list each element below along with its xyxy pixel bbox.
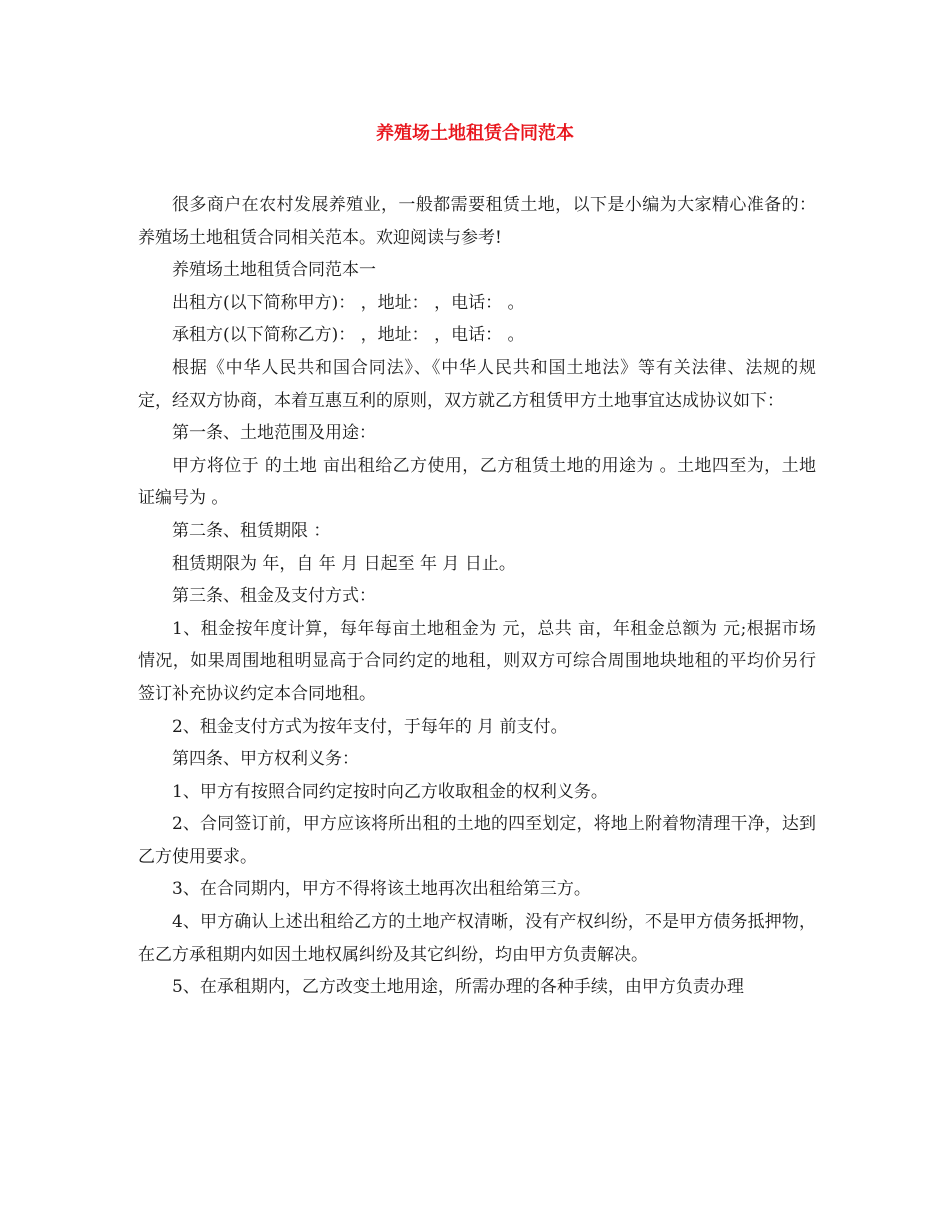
article-4-item-1: 1、甲方有按照合同约定按时向乙方收取租金的权利义务。 xyxy=(172,781,608,802)
lessee-line: 承租方(以下简称乙方)： ，地址： ，电话： 。 xyxy=(172,325,525,346)
article-2-text: 租赁期限为 年，自 年 月 日起至 年 月 日止。 xyxy=(172,553,516,574)
article-4-item-3: 3、在合同期内，甲方不得将该土地再次出租给第三方。 xyxy=(172,879,591,900)
article-3-heading: 第三条、租金及支付方式： xyxy=(172,586,376,607)
article-4-item-5: 5、在承租期内，乙方改变土地用途，所需办理的各种手续，由甲方负责办理 xyxy=(172,977,744,998)
document-title: 养殖场土地租赁合同范本 xyxy=(376,123,574,144)
article-4-item-2: 2、合同签订前，甲方应该将所出租的土地的四至划定，将地上附着物清理干净，达到乙方使用要求。 xyxy=(138,814,816,867)
lessor-line: 出租方(以下简称甲方)： ，地址： ，电话： 。 xyxy=(172,292,525,313)
article-2-heading: 第二条、租赁期限 ： xyxy=(172,520,331,541)
intro-paragraph: 很多商户在农村发展养殖业，一般都需要租赁土地，以下是小编为大家精心准备的：养殖场土地租赁合同相关范本。欢迎阅读与参考! xyxy=(138,195,816,248)
document-body xyxy=(138,189,816,1004)
article-4-item-4: 4、甲方确认上述出租给乙方的土地产权清晰，没有产权纠纷，不是甲方债务抵押物，在乙方承租期内如因土地权属纠纷及其它纠纷，均由甲方负责解决。 xyxy=(138,912,816,965)
legal-basis-paragraph: 根据《中华人民共和国合同法》、《中华人民共和国土地法》等有关法律、法规的规定，经双方协商，本着互惠互利的原则，双方就乙方租赁甲方土地事宜达成协议如下： xyxy=(138,357,816,411)
article-3-item-2: 2、租金支付方式为按年支付，于每年的 月 前支付。 xyxy=(172,716,568,737)
article-3-item-1: 1、租金按年度计算，每年每亩土地租金为 元，总共 亩，年租金总额为 元;根据市场情况，如果周围地租明显高于合同约定的地租，则双方可综合周围地块地租的平均价另行签订补充协议约定本合同地租。 xyxy=(138,618,816,704)
sample-heading: 养殖场土地租赁合同范本一 xyxy=(172,260,376,281)
article-1-text: 甲方将位于 的土地 亩出租给乙方使用，乙方租赁土地的用途为 。土地四至为，土地证编号为 。 xyxy=(138,455,816,509)
article-4-heading: 第四条、甲方权利义务： xyxy=(172,749,359,770)
article-1-heading: 第一条、土地范围及用途： xyxy=(172,423,376,444)
